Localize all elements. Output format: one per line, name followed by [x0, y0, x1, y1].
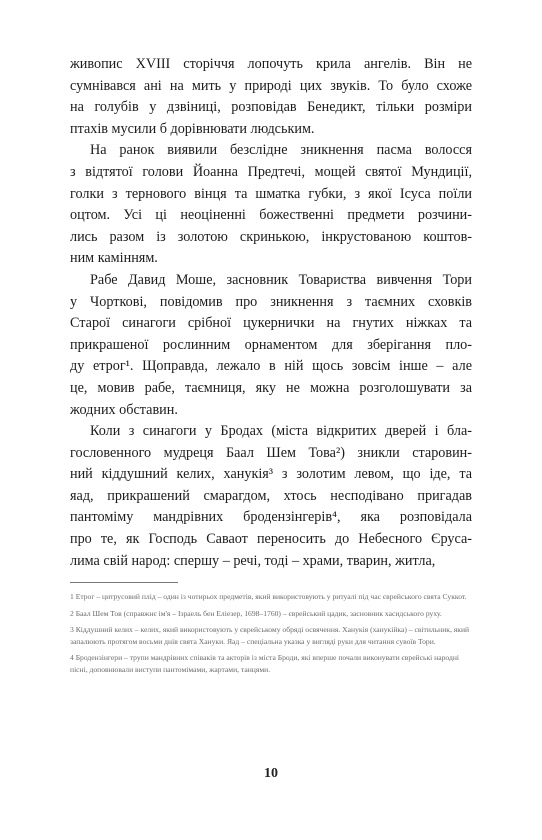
text-line: птахів мусили б дорівнювати людським. — [70, 120, 315, 137]
text-line: голки з тернового вінця та шматка губки, з якої Ісуса поїли — [70, 185, 472, 202]
paragraph — [70, 140, 472, 270]
text-line: прикрашеної рослинним орнаментом для зберігання пло- — [70, 336, 472, 353]
text-line: у Чорткові, повідомив про зникнення з таємних сховків — [70, 293, 472, 310]
footnote: 2 Баал Шем Тов (справжнє ім'я – Ізраель бен Еліезер, 1698–1760) – єврейський цадик, засновник хасидського руху. — [70, 608, 442, 618]
text-line: на голубів у дзвіниці, розповідав Бенедикт, тільки розміри — [70, 99, 472, 116]
text-line: жодних обставин. — [70, 401, 178, 418]
text-line: Старої синагоги срібної цукернички на гнутих ніжках та — [70, 315, 472, 332]
text-line: лима свій народ: спершу – речі, тоді – храми, тварин, житла, — [70, 552, 436, 569]
text-line: яад, прикрашений смарагдом, хтось несподівано пригадав — [70, 487, 472, 504]
text-line: живопис XVIII сторіччя лопочуть крила ангелів. Він не — [70, 56, 472, 72]
paragraph — [70, 54, 472, 140]
paragraph — [70, 421, 472, 572]
text-line: лись разом із золотою скринькою, інкрустованою коштов- — [70, 228, 472, 245]
page-number: 10 — [264, 766, 278, 781]
footnotes — [70, 591, 472, 681]
paragraph — [70, 270, 472, 421]
text-line: Рабе Давид Моше, засновник Товариства вивчення Тори — [90, 271, 472, 288]
text-line: Коли з синагоги у Бродах (міста відкритих дверей і бла- — [90, 423, 472, 440]
text-line: оцтом. Усі ці неоціненні божественні предмети розчини- — [70, 207, 472, 224]
footnote: 4 Бродензінгери – трупи мандрівних співаків та акторів із міста Броди, які вперше почали виконувати єврейські народні пісні, доповнювали виступи пантомімами, жартами, танцями. — [70, 653, 460, 674]
main-text — [70, 54, 472, 572]
footnote: 1 Етрог – цитрусовий плід – один із чотирьох предметів, який використовують у ритуалі під час єврейського свята Суккот. — [70, 592, 467, 601]
text-line: про те, як Господь Саваот переносить до Небесного Єруса- — [70, 531, 472, 548]
text-line: пантоміму мандрівних бродензінгерів⁴, яка розповідала — [70, 509, 472, 526]
text-line: сумнівався ані на мить у природі цих звуків. То було схоже — [70, 77, 472, 94]
text-line: ним камінням. — [70, 250, 158, 267]
text-line: це, мовив рабе, таємниця, яку не можна розголошувати за — [70, 379, 472, 396]
text-line: гословенного мудреця Баал Шем Това²) зникли старовин- — [70, 444, 472, 461]
text-line: На ранок виявили безслідне зникнення пасма волосся — [90, 142, 472, 159]
text-line: ду етрог¹. Щоправда, лежало в ній щось зовсім інше – але — [70, 358, 472, 375]
text-line: з відтятої голови Йоанна Предтечі, мощей святої Мундиції, — [70, 163, 472, 180]
footnote-divider — [70, 582, 178, 583]
text-line: ний кіддушний келих, ханукія³ з золотим левом, що іде, та — [70, 466, 472, 483]
footnote: 3 Кіддушний келих – келих, який використовують у єврейському обряді освячення. Ханукія (ханукійка) – світильник, який запалюють протягом восьми днів свята Хануки. Яад – спеціальна указка у вигляді руки для читання сувоїв Тори. — [70, 625, 470, 646]
